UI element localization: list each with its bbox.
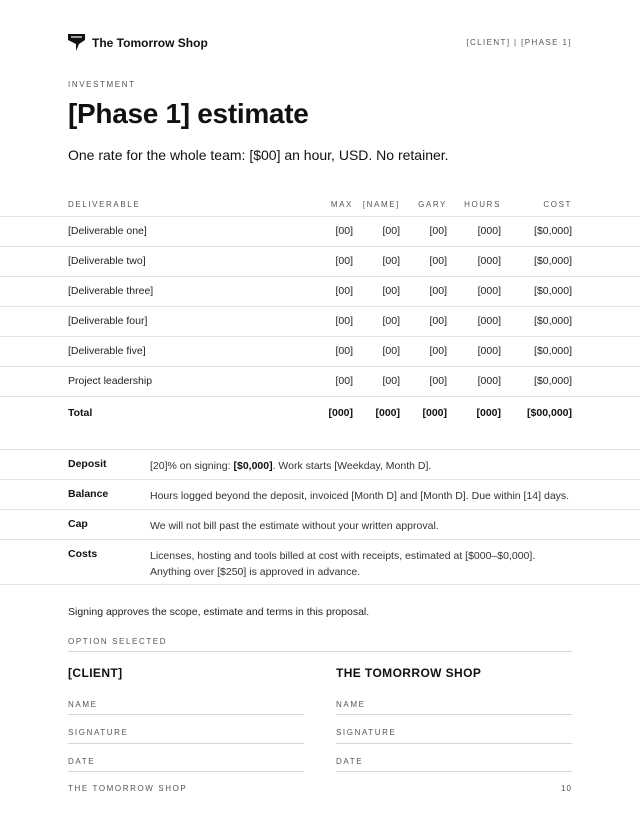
term-label: Costs (68, 548, 98, 560)
page-title: [Phase 1] estimate (68, 98, 309, 129)
row-deliverable: [Deliverable one] (68, 225, 147, 237)
row-hours: [000] (477, 285, 501, 297)
term-text: Licenses, hosting and tools billed at cost with receipts, estimated at [$000–$0,000]. Anything over [$250] is approved in advance. (150, 550, 536, 578)
table-row (0, 306, 640, 336)
row-max: [00] (335, 315, 353, 327)
deposit-text-post: . Work starts [Weekday, Month D]. (272, 460, 432, 472)
term-label: Cap (68, 518, 88, 530)
option-selected-label: OPTION SELECTED (68, 637, 168, 646)
total-max: [000] (328, 407, 353, 419)
shop-signature-field[interactable] (336, 728, 572, 737)
row-gary: [00] (429, 255, 447, 267)
field-label: DATE (336, 757, 364, 766)
row-max: [00] (335, 285, 353, 297)
signing-note: Signing approves the scope, estimate and terms in this proposal. (68, 606, 370, 618)
row-gary: [00] (429, 375, 447, 387)
terms-divider (0, 584, 640, 585)
header-meta: [CLIENT] | [PHASE 1] (466, 38, 572, 47)
shop-name-field[interactable] (336, 700, 572, 709)
row-name: [00] (382, 375, 400, 387)
row-name: [00] (382, 225, 400, 237)
row-cost: [$0,000] (534, 345, 572, 357)
client-date-field[interactable] (68, 757, 304, 766)
row-deliverable: [Deliverable five] (68, 345, 146, 357)
row-deliverable: Project leadership (68, 375, 153, 387)
table-row (0, 246, 640, 276)
client-signature-field[interactable] (68, 728, 304, 737)
brand (68, 34, 208, 51)
row-max: [00] (335, 225, 353, 237)
column-header-hours: HOURS (464, 200, 501, 209)
client-signature-line (68, 743, 304, 744)
total-name: [000] (375, 407, 400, 419)
row-gary: [00] (429, 315, 447, 327)
brand-name: The Tomorrow Shop (92, 35, 208, 50)
row-gary: [00] (429, 225, 447, 237)
table-divider (0, 396, 640, 397)
row-cost: [$0,000] (534, 315, 572, 327)
total-gary: [000] (422, 407, 447, 419)
row-deliverable: [Deliverable four] (68, 315, 148, 327)
client-party-name: [CLIENT] (68, 666, 123, 680)
terms-divider (0, 479, 640, 480)
footer-brand: THE TOMORROW SHOP (68, 784, 188, 793)
option-selected-line[interactable] (68, 651, 572, 652)
term-label: Deposit (68, 458, 107, 470)
field-label: NAME (68, 700, 98, 709)
deposit-text-pre: [20]% on signing: (150, 460, 234, 472)
row-deliverable: [Deliverable three] (68, 285, 154, 297)
column-header-deliverable: DELIVERABLE (68, 200, 141, 209)
row-hours: [000] (477, 315, 501, 327)
table-row (0, 366, 640, 396)
row-name: [00] (382, 285, 400, 297)
row-gary: [00] (429, 285, 447, 297)
shop-date-line (336, 771, 572, 772)
row-deliverable: [Deliverable two] (68, 255, 146, 267)
term-text (150, 458, 572, 474)
column-header-cost: COST (543, 200, 572, 209)
term-label: Balance (68, 488, 109, 500)
row-max: [00] (335, 345, 353, 357)
row-hours: [000] (477, 375, 501, 387)
page-subtitle: One rate for the whole team: [$00] an hour, USD. No retainer. (68, 147, 449, 163)
total-label: Total (68, 407, 93, 419)
brand-logo-icon (68, 34, 85, 51)
term-text: We will not bill past the estimate without your written approval. (150, 520, 439, 532)
column-header-name: [NAME] (362, 200, 400, 209)
row-gary: [00] (429, 345, 447, 357)
table-total-row (0, 398, 640, 428)
row-name: [00] (382, 315, 400, 327)
shop-name-line (336, 714, 572, 715)
row-cost: [$0,000] (534, 285, 572, 297)
column-header-gary: GARY (418, 200, 447, 209)
table-row (0, 276, 640, 306)
row-cost: [$0,000] (534, 375, 572, 387)
client-name-line (68, 714, 304, 715)
row-max: [00] (335, 255, 353, 267)
client-name-field[interactable] (68, 700, 304, 709)
row-name: [00] (382, 345, 400, 357)
shop-party-name: THE TOMORROW SHOP (336, 666, 482, 680)
section-eyebrow: INVESTMENT (68, 80, 136, 89)
total-hours: [000] (476, 407, 501, 419)
terms-divider (0, 449, 640, 450)
field-label: NAME (336, 700, 366, 709)
row-hours: [000] (477, 225, 501, 237)
row-name: [00] (382, 255, 400, 267)
row-hours: [000] (477, 255, 501, 267)
total-cost: [$00,000] (527, 407, 572, 419)
table-row (0, 336, 640, 366)
row-cost: [$0,000] (534, 255, 572, 267)
row-cost: [$0,000] (534, 225, 572, 237)
deposit-amount: [$0,000] (233, 460, 273, 472)
terms-divider (0, 509, 640, 510)
client-date-line (68, 771, 304, 772)
table-row (0, 216, 640, 246)
row-hours: [000] (477, 345, 501, 357)
shop-date-field[interactable] (336, 757, 572, 766)
page-number: 10 (561, 784, 572, 793)
field-label: SIGNATURE (336, 728, 397, 737)
field-label: SIGNATURE (68, 728, 129, 737)
field-label: DATE (68, 757, 96, 766)
row-max: [00] (335, 375, 353, 387)
terms-divider (0, 539, 640, 540)
term-text: Hours logged beyond the deposit, invoiced [Month D] and [Month D]. Due within [14] days. (150, 490, 570, 502)
column-header-max: MAX (330, 200, 353, 209)
shop-signature-line (336, 743, 572, 744)
